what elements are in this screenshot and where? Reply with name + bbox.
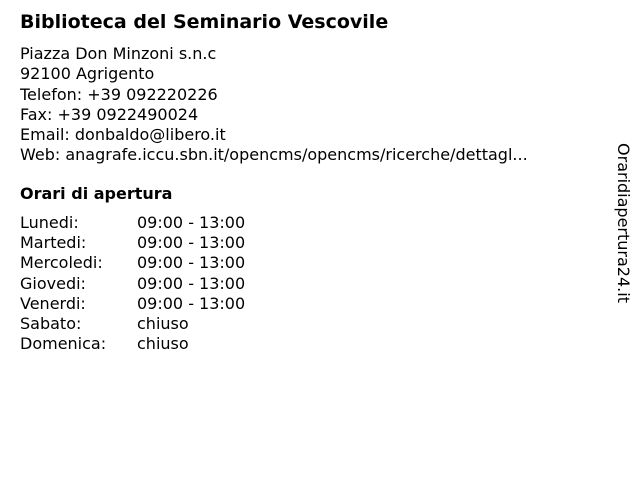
day-label: Giovedi: bbox=[20, 273, 86, 293]
day-label: Sabato: bbox=[20, 313, 82, 333]
brand-watermark bbox=[612, 135, 634, 310]
contact-block bbox=[20, 44, 600, 166]
hours-value: 09:00 - 13:00 bbox=[137, 233, 246, 253]
address-line: Piazza Don Minzoni s.n.c bbox=[20, 44, 217, 63]
library-title: Biblioteca del Seminario Vescovile bbox=[20, 11, 389, 33]
day-label: Domenica: bbox=[20, 334, 107, 354]
fax-line: Fax: +39 0922490024 bbox=[20, 104, 199, 124]
hours-value: 09:00 - 13:00 bbox=[137, 213, 246, 232]
hours-value: 09:00 - 13:00 bbox=[137, 273, 246, 293]
brand-text: Oraridiapertura24.it bbox=[614, 142, 633, 303]
day-label: Lunedi: bbox=[20, 213, 79, 232]
day-label: Martedi: bbox=[20, 233, 87, 253]
phone-line: Telefon: +39 092220226 bbox=[20, 84, 218, 104]
hours-value: 09:00 - 13:00 bbox=[137, 253, 246, 273]
hours-value: chiuso bbox=[137, 313, 189, 333]
city-line: 92100 Agrigento bbox=[20, 64, 155, 84]
day-label: Venerdi: bbox=[20, 293, 86, 313]
website-line: Web: anagrafe.iccu.sbn.it/opencms/opencms/ricerche/dettagl... bbox=[20, 145, 528, 165]
hours-value: chiuso bbox=[137, 334, 189, 354]
opening-hours-heading: Orari di apertura bbox=[20, 184, 173, 203]
hours-value: 09:00 - 13:00 bbox=[137, 293, 246, 313]
email-line: Email: donbaldo@libero.it bbox=[20, 125, 226, 145]
day-label: Mercoledi: bbox=[20, 253, 103, 273]
